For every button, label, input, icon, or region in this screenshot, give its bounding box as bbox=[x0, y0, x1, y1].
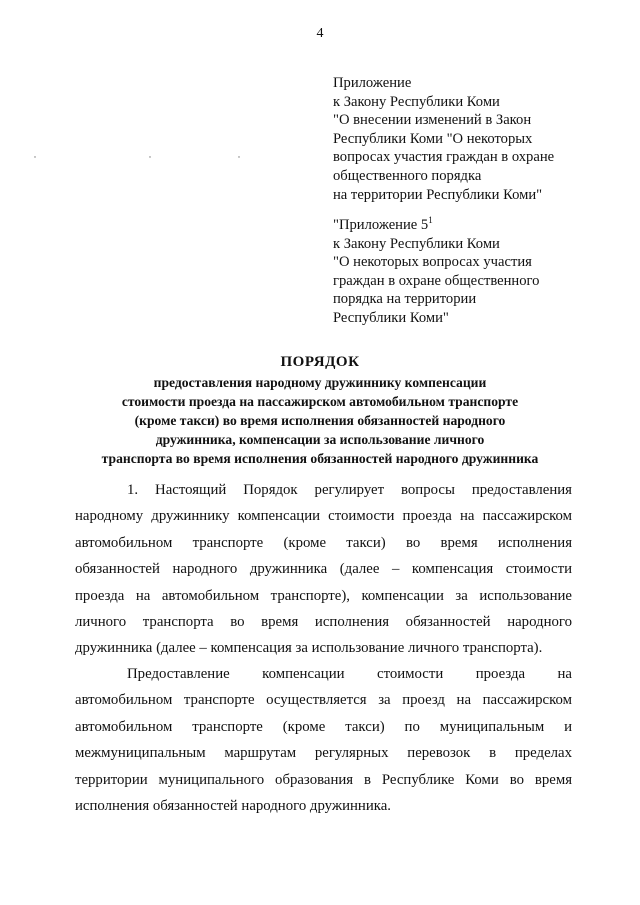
paragraph-line: личного транспорта во время исполнения обязанностей народного bbox=[75, 613, 572, 630]
paragraph-line: Предоставление компенсации стоимости проезда на bbox=[127, 666, 572, 682]
paragraph-line: обязанностей народного дружинника (далее – компенсация стоимости bbox=[75, 561, 572, 578]
page-number: 4 bbox=[316, 26, 324, 41]
appendix-5-1-line: к Закону Республики Коми bbox=[333, 235, 500, 252]
appendix-header-line: Республики Коми "О некоторых bbox=[333, 130, 533, 147]
paragraph-line: проезда на автомобильном транспорте), компенсации за использование bbox=[75, 587, 572, 604]
appendix-5-1-header bbox=[333, 216, 623, 328]
paragraph-line: автомобильном транспорте осуществляется за проезд на пассажирском bbox=[75, 692, 572, 709]
appendix-header-line: общественного порядка bbox=[333, 167, 482, 184]
paragraph-line: народному дружиннику компенсации стоимости проезда на пассажирском bbox=[75, 508, 572, 525]
appendix-header-line: Приложение bbox=[333, 75, 412, 91]
scan-speck bbox=[149, 156, 150, 157]
subtitle-line: транспорта во время исполнения обязанностей народного дружинника bbox=[101, 451, 539, 466]
paragraph-line: автомобильном транспорте (кроме такси) по муниципальным и bbox=[75, 718, 572, 735]
appendix-5-1-line: "О некоторых вопросах участия bbox=[333, 254, 532, 271]
appendix-5-1-superscript: 1 bbox=[428, 215, 433, 225]
appendix-5-1-line: порядка на территории bbox=[333, 291, 477, 308]
paragraph-line: территории муниципального образования в Республике Коми во время bbox=[75, 771, 572, 788]
appendix-5-1-title bbox=[333, 216, 623, 235]
paragraph-line: автомобильном транспорте (кроме такси) во время исполнения bbox=[75, 534, 572, 551]
appendix-5-1-title-text: "Приложение 5 bbox=[333, 217, 429, 233]
document-title: ПОРЯДОК bbox=[280, 354, 360, 370]
paragraph-line: межмуниципальным маршрутам регулярных перевозок в пределах bbox=[75, 745, 572, 762]
paragraph-1 bbox=[75, 477, 572, 662]
appendix-header-line: на территории Республики Коми" bbox=[333, 186, 543, 203]
scan-speck bbox=[34, 156, 35, 157]
paragraph-line: 1. Настоящий Порядок регулирует вопросы предоставления bbox=[127, 482, 572, 498]
scan-speck bbox=[238, 156, 239, 157]
appendix-header-line: "О внесении изменений в Закон bbox=[333, 112, 532, 129]
appendix-5-1-line: граждан в охране общественного bbox=[333, 272, 540, 289]
subtitle-line: (кроме такси) во время исполнения обязанностей народного bbox=[134, 413, 506, 428]
paragraph-line: дружинника (далее – компенсация за использование личного транспорта). bbox=[75, 640, 543, 657]
appendix-5-1-line: Республики Коми" bbox=[333, 309, 449, 326]
appendix-header bbox=[333, 74, 623, 204]
subtitle-line: предоставления народному дружиннику компенсации bbox=[153, 375, 487, 390]
paragraph-2 bbox=[75, 661, 572, 819]
appendix-header-line: вопросах участия граждан в охране bbox=[333, 149, 555, 166]
appendix-header-line: к Закону Республики Коми bbox=[333, 93, 500, 110]
document-subtitle bbox=[60, 373, 580, 468]
subtitle-line: стоимости проезда на пассажирском автомобильном транспорте bbox=[121, 394, 519, 409]
paragraph-line: исполнения обязанностей народного дружинника. bbox=[75, 797, 391, 814]
subtitle-line: дружинника, компенсации за использование личного bbox=[155, 432, 485, 447]
